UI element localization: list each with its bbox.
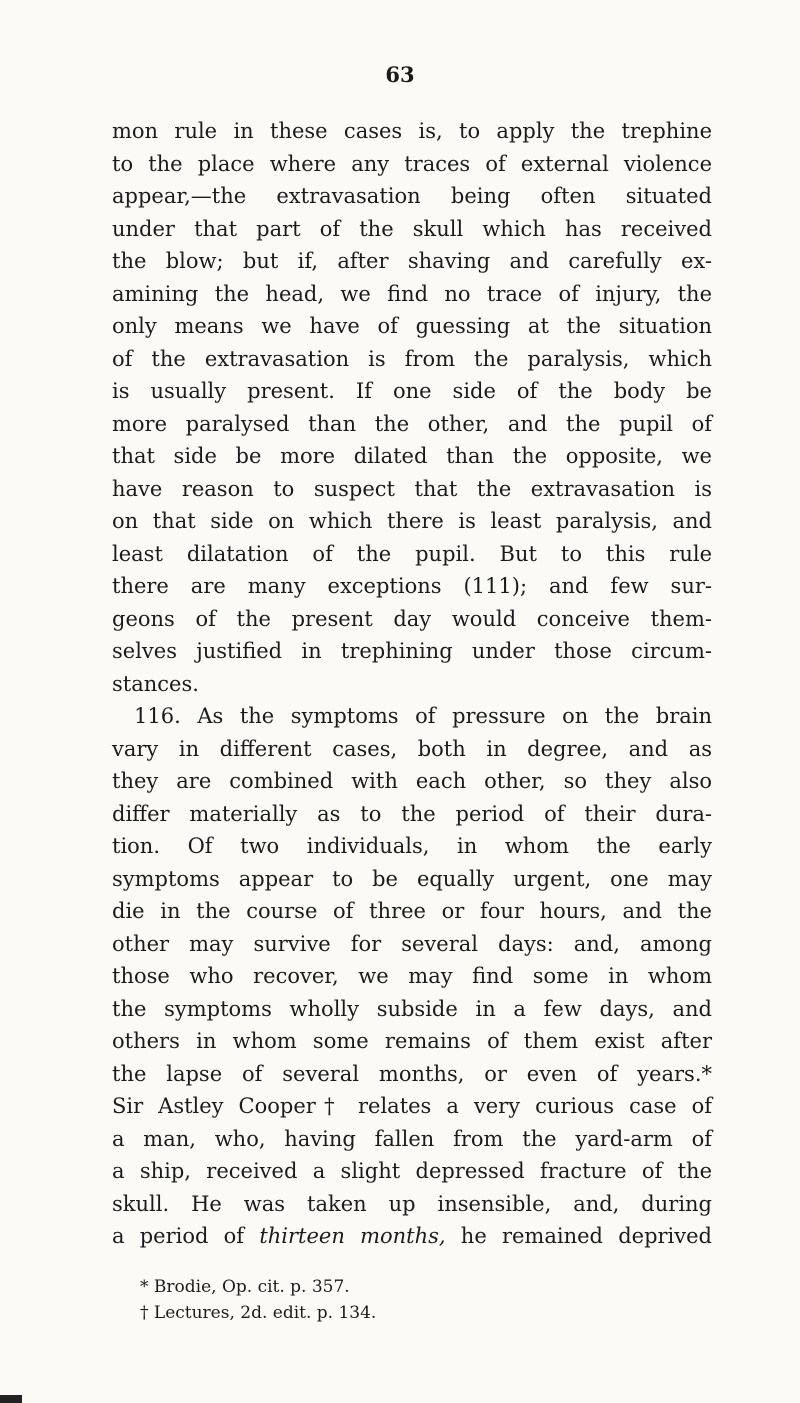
text-line: more paralysed than the other, and the pupil of [112,411,712,436]
footnotes [140,1274,640,1326]
text-line: only means we have of guessing at the situation [112,314,712,338]
paragraph-start-line: 116. As the symptoms of pressure on the brain [134,704,712,728]
text-line: that side be more dilated than the opposite, we [112,444,712,468]
text-line: vary in different cases, both in degree, and as [112,736,712,761]
text-line: Sir Astley Cooper† relates a very curious case of [112,1094,712,1118]
text-run: a period of [112,1224,260,1248]
binding-edge-mark [0,1395,22,1403]
text-line: others in whom some remains of them exist after [112,1029,712,1053]
text-line: a man, who, having fallen from the yard-arm of [112,1126,712,1151]
text-line: symptoms appear to be equally urgent, one may [112,866,712,891]
text-line: a ship, received a slight depressed fracture of the [112,1159,712,1183]
text-line: die in the course of three or four hours, and the [112,899,712,923]
footnote-lectures: † Lectures, 2d. edit. p. 134. [140,1303,377,1323]
footnote-brodie: * Brodie, Op. cit. p. 357. [140,1277,350,1297]
text-line: skull. He was taken up insensible, and, during [112,1191,712,1216]
text-line: under that part of the skull which has received [112,216,712,241]
text-line: is usually present. If one side of the body be [112,379,712,403]
text-line: on that side on which there is least paralysis, and [112,509,712,533]
paragraph-end-line: stances. [112,671,199,696]
text-line: selves justified in trephining under those circum- [112,639,712,663]
emphasized-text: thirteen months, [259,1224,446,1248]
text-line: they are combined with each other, so they also [112,769,712,793]
text-line: geons of the present day would conceive them- [112,606,712,631]
text-line: differ materially as to the period of their dura- [112,801,712,826]
text-line: have reason to suspect that the extravasation is [112,476,712,501]
text-line: of the extravasation is from the paralysis, which [112,346,712,371]
page-number: 63 [385,62,415,87]
text-line: other may survive for several days: and, among [112,931,712,956]
text-line: those who recover, we may find some in whom [112,964,712,988]
text-line: mon rule in these cases is, to apply the trephine [112,119,712,143]
text-line: the symptoms wholly subside in a few days, and [112,996,712,1021]
text-line: the lapse of several months, or even of years.* [112,1061,712,1086]
body-text [112,115,712,1253]
text-line: least dilatation of the pupil. But to this rule [112,541,712,566]
text-line: amining the head, we find no trace of injury, the [112,281,712,306]
text-line: tion. Of two individuals, in whom the early [112,834,712,858]
text-line-with-emphasis [112,1220,712,1253]
text-line: there are many exceptions (111); and few sur- [112,574,712,598]
text-line: appear,—the extravasation being often situated [112,184,712,208]
text-line: the blow; but if, after shaving and carefully ex- [112,249,712,273]
text-line: to the place where any traces of external violence [112,151,712,176]
text-run: he remained deprived [445,1224,712,1248]
